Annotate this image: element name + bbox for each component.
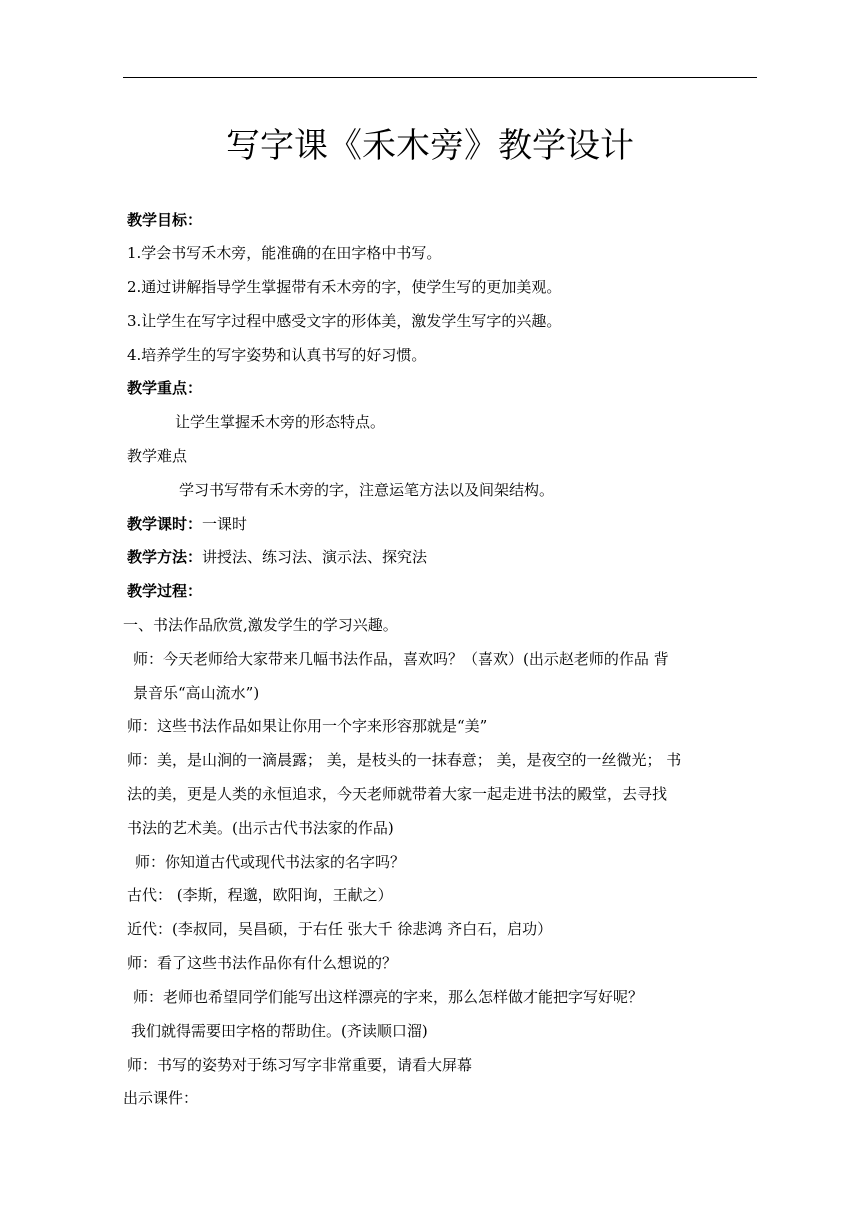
difficulty-text: 学习书写带有禾木旁的字，注意运笔方法以及间架结构。	[179, 481, 555, 499]
process-line: 师：这些书法作品如果让你用一个字来形容那就是“美”	[127, 717, 488, 735]
objectives-heading: 教学目标：	[127, 211, 203, 229]
process-line: 师：你知道古代或现代书法家的名字吗？	[135, 853, 406, 871]
methods-value: 讲授法、练习法、演示法、探究法	[202, 548, 428, 566]
hours-line	[127, 513, 247, 535]
process-line: 出示课件：	[123, 1089, 199, 1107]
process-line: 师：书写的姿势对于练习写字非常重要，请看大屏幕	[127, 1056, 473, 1074]
process-line: 一、书法作品欣赏,激发学生的学习兴趣。	[123, 616, 398, 634]
process-line: 师：老师也希望同学们能写出这样漂亮的字来，那么怎样做才能把字写好呢？	[133, 988, 644, 1006]
process-heading: 教学过程：	[127, 582, 203, 600]
document-title: 写字课《禾木旁》教学设计	[226, 126, 634, 166]
process-line: 书法的艺术美。(出示古代书法家的作品)	[127, 819, 394, 837]
header-rule	[123, 77, 757, 78]
difficulty-heading: 教学难点	[127, 447, 188, 465]
process-line: 古代： (李斯，程邈，欧阳询，王献之）	[127, 886, 393, 904]
process-line: 师：看了这些书法作品你有什么想说的？	[127, 954, 398, 972]
process-line: 师：美，是山涧的一滴晨露； 美，是枝头的一抹春意； 美，是夜空的一丝微光； 书	[127, 751, 682, 769]
process-line: 法的美，更是人类的永恒追求，今天老师就带着大家一起走进书法的殿堂，去寻找	[127, 785, 668, 803]
objective-item: 3.让学生在写字过程中感受文字的形体美，激发学生写字的兴趣。	[127, 312, 562, 330]
process-line: 师：今天老师给大家带来几幅书法作品，喜欢吗？（喜欢）(出示赵老师的作品 背	[133, 650, 669, 668]
methods-label: 教学方法：	[127, 548, 203, 566]
key-points-text: 让学生掌握禾木旁的形态特点。	[175, 413, 386, 431]
objective-item: 4.培养学生的写字姿势和认真书写的好习惯。	[127, 346, 427, 364]
process-line: 近代：(李叔同，吴昌硕，于右任 张大千 徐悲鸿 齐白石，启功）	[127, 920, 553, 938]
methods-line	[127, 546, 427, 568]
hours-label: 教学课时：	[127, 515, 203, 533]
process-line: 我们就得需要田字格的帮助住。(齐读顺口溜)	[131, 1022, 428, 1040]
process-line: 景音乐“高山流水”)	[133, 684, 260, 702]
key-points-heading: 教学重点：	[127, 379, 203, 397]
hours-value: 一课时	[202, 515, 248, 533]
objective-item: 1.学会书写禾木旁，能准确的在田字格中书写。	[127, 244, 442, 262]
objective-item: 2.通过讲解指导学生掌握带有禾木旁的字，使学生写的更加美观。	[127, 278, 562, 296]
